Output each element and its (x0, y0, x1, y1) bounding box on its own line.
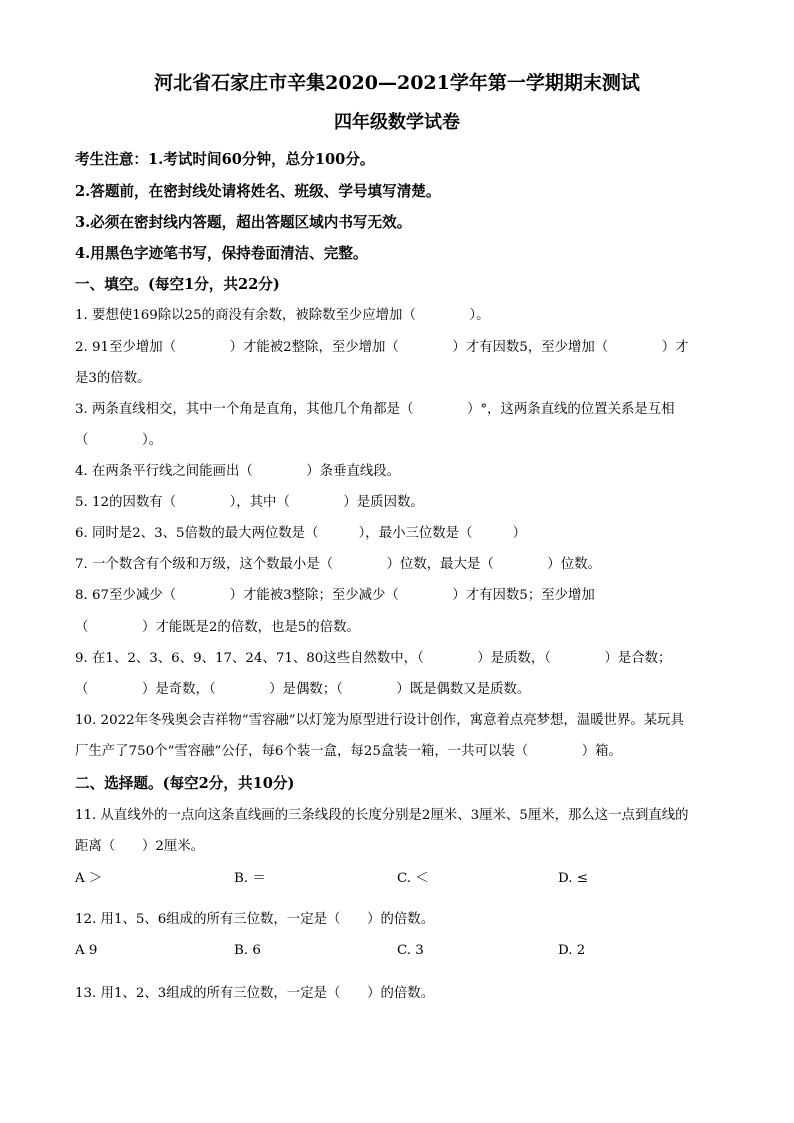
question-line: 厂生产了750个“雪容融”公仔，每6个装一盒，每25盒装一箱，一共可以装（ ）箱。 (75, 744, 622, 759)
question-line: 10. 2022年冬残奥会吉祥物“雪容融”以灯笼为原型进行设计创作，寓意着点亮梦想，温暖世界。某玩具 (75, 713, 684, 728)
question-line: 12. 用1、5、6组成的所有三位数，一定是（ ）的倍数。 (75, 912, 435, 927)
section2-heading: 二、选择题。(每空2分，共10分) (75, 775, 295, 792)
question-line: （ ）是奇数，（ ）是偶数；（ ）既是偶数又是质数。 (75, 682, 531, 697)
option-a: A 9 (75, 943, 98, 958)
question-line: 9. 在1、2、3、6、9、17、24、71、80这些自然数中，（ ）是质数，（ ）是合数； (75, 651, 672, 666)
question-line: 是3的倍数。 (75, 371, 151, 386)
exam-title: 河北省石家庄市辛集2020—2021学年第一学期期末测试 (154, 72, 640, 94)
option-b: B. ＝ (234, 871, 266, 886)
section1-heading: 一、填空。(每空1分，共22分) (75, 276, 280, 293)
question-line: 距离（ ）2厘米。 (75, 839, 205, 854)
question-line: 8. 67至少减少（ ）才能被3整除；至少减少（ ）才有因数5；至少增加 (75, 588, 595, 603)
option-c: C. ＜ (397, 871, 429, 886)
question-line: （ ）才能既是2的倍数，也是5的倍数。 (75, 620, 360, 635)
question-line: 4. 在两条平行线之间能画出（ ）条垂直线段。 (75, 464, 401, 479)
notice-line-1: 考生注意：1.考试时间60分钟，总分100分。 (75, 151, 375, 168)
question-line: 3. 两条直线相交，其中一个角是直角，其他几个角都是（ ）°，这两条直线的位置关系是互相 (75, 402, 675, 417)
option-d: D. ≤ (558, 871, 588, 886)
question-line: 7. 一个数含有个级和万级，这个数最小是（ ）位数，最大是（ ）位数。 (75, 557, 601, 572)
question-line: 1. 要想使169除以25的商没有余数，被除数至少应增加（ ）。 (75, 308, 490, 323)
question-line: 2. 91至少增加（ ）才能被2整除，至少增加（ ）才有因数5，至少增加（ ）才 (75, 340, 689, 355)
notice-line-3: 3.必须在密封线内答题，超出答题区域内书写无效。 (75, 214, 412, 231)
option-d: D. 2 (558, 943, 586, 958)
question-line: 5. 12的因数有（ ），其中（ ）是质因数。 (75, 495, 424, 510)
question-line: （ ）。 (75, 433, 163, 448)
question-line: 6. 同时是2、3、5倍数的最大两位数是（ ），最小三位数是（ ） (75, 526, 526, 541)
question-line: 11. 从直线外的一点向这条直线画的三条线段的长度分别是2厘米、3厘米、5厘米，那么这一点到直线的 (75, 808, 689, 823)
question-line: 13. 用1、2、3组成的所有三位数，一定是（ ）的倍数。 (75, 986, 435, 1001)
exam-subtitle: 四年级数学试卷 (334, 112, 460, 133)
option-c: C. 3 (397, 943, 424, 958)
notice-line-2: 2.答题前，在密封线处请将姓名、班级、学号填写清楚。 (75, 183, 441, 200)
notice-line-4: 4.用黑色字迹笔书写，保持卷面清洁、完整。 (75, 245, 368, 262)
option-a: A ＞ (75, 871, 103, 886)
option-b: B. 6 (234, 943, 261, 958)
